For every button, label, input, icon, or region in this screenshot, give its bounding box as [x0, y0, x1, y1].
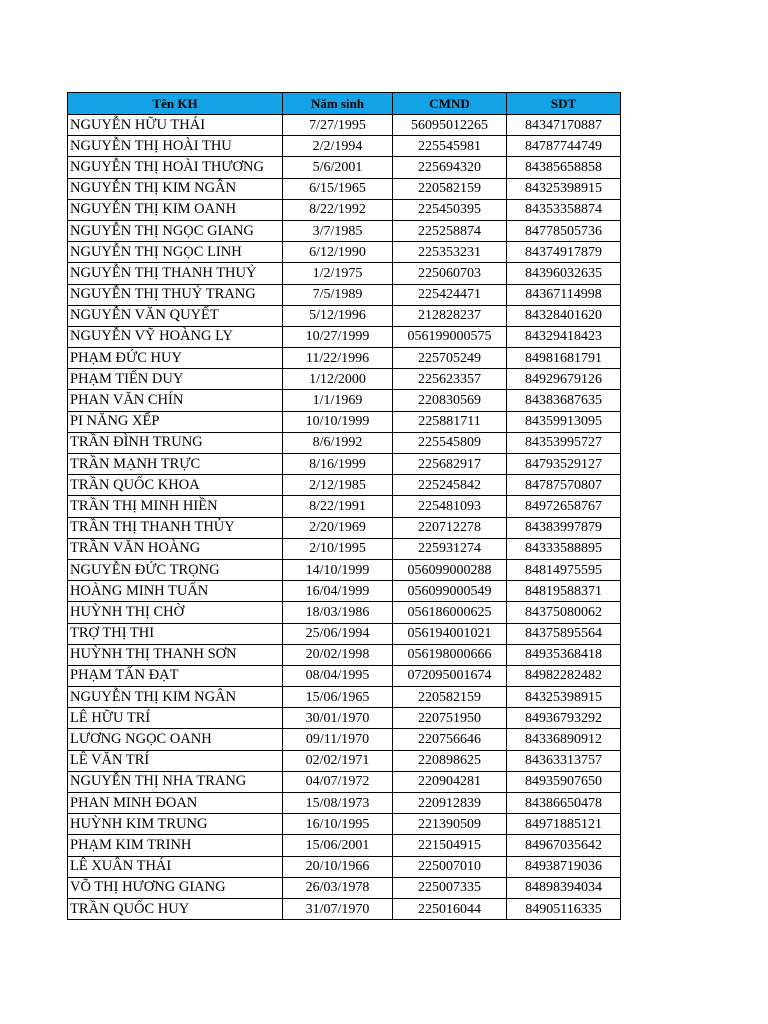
phone-cell: 84325398915: [507, 687, 621, 708]
birth-date-cell: 15/06/1965: [283, 687, 393, 708]
birth-date-cell: 5/6/2001: [283, 157, 393, 178]
birth-date-cell: 8/16/1999: [283, 454, 393, 475]
phone-cell: 84819588371: [507, 581, 621, 602]
phone-cell: 84375895564: [507, 623, 621, 644]
customer-name-cell: TRỢ THỊ THI: [68, 623, 283, 644]
customer-name-cell: NGUYỄN THỊ NGỌC GIANG: [68, 220, 283, 241]
phone-cell: 84329418423: [507, 326, 621, 347]
phone-cell: 84367114998: [507, 284, 621, 305]
table-row: [68, 793, 621, 814]
id-number-cell: 225007335: [393, 877, 507, 898]
id-number-cell: 225481093: [393, 496, 507, 517]
customer-name-cell: HUỲNH THỊ THANH SƠN: [68, 644, 283, 665]
phone-cell: 84981681791: [507, 348, 621, 369]
phone-cell: 84905116335: [507, 898, 621, 919]
id-number-cell: 056099000549: [393, 581, 507, 602]
id-number-cell: 225931274: [393, 538, 507, 559]
customer-name-cell: TRẦN ĐÌNH TRUNG: [68, 432, 283, 453]
table-row: [68, 326, 621, 347]
customer-name-cell: TRẦN VĂN HOÀNG: [68, 538, 283, 559]
birth-date-cell: 10/10/1999: [283, 411, 393, 432]
phone-cell: 84325398915: [507, 178, 621, 199]
header-birth-date: Năm sinh: [283, 93, 393, 115]
phone-cell: 84374917879: [507, 242, 621, 263]
birth-date-cell: 11/22/1996: [283, 348, 393, 369]
id-number-cell: 225545809: [393, 432, 507, 453]
table-row: [68, 242, 621, 263]
birth-date-cell: 20/10/1966: [283, 856, 393, 877]
phone-cell: 84972658767: [507, 496, 621, 517]
customer-name-cell: LÊ HỮU TRÍ: [68, 708, 283, 729]
table-row: [68, 517, 621, 538]
id-number-cell: 221504915: [393, 835, 507, 856]
id-number-cell: 225016044: [393, 898, 507, 919]
table-row: [68, 178, 621, 199]
id-number-cell: 056099000288: [393, 559, 507, 580]
birth-date-cell: 2/20/1969: [283, 517, 393, 538]
table-row: [68, 496, 621, 517]
id-number-cell: 056194001021: [393, 623, 507, 644]
phone-cell: 84333588895: [507, 538, 621, 559]
customer-name-cell: LÊ XUÂN THÁI: [68, 856, 283, 877]
table-row: [68, 602, 621, 623]
birth-date-cell: 3/7/1985: [283, 220, 393, 241]
phone-cell: 84383687635: [507, 390, 621, 411]
id-number-cell: 220582159: [393, 687, 507, 708]
table-body: [68, 115, 621, 920]
birth-date-cell: 10/27/1999: [283, 326, 393, 347]
customer-name-cell: LƯƠNG NGỌC OANH: [68, 729, 283, 750]
phone-cell: 84347170887: [507, 115, 621, 136]
phone-cell: 84935907650: [507, 771, 621, 792]
customer-name-cell: NGUYỄN VĂN QUYẾT: [68, 305, 283, 326]
id-number-cell: 220582159: [393, 178, 507, 199]
phone-cell: 84938719036: [507, 856, 621, 877]
id-number-cell: 220830569: [393, 390, 507, 411]
phone-cell: 84898394034: [507, 877, 621, 898]
id-number-cell: 225682917: [393, 454, 507, 475]
table-row: [68, 348, 621, 369]
id-number-cell: 225623357: [393, 369, 507, 390]
phone-cell: 84386650478: [507, 793, 621, 814]
birth-date-cell: 2/12/1985: [283, 475, 393, 496]
table-row: [68, 644, 621, 665]
table-row: [68, 115, 621, 136]
table-row: [68, 581, 621, 602]
phone-cell: 84793529127: [507, 454, 621, 475]
customer-name-cell: NGUYỄN THỊ THUỶ TRANG: [68, 284, 283, 305]
id-number-cell: 225545981: [393, 136, 507, 157]
id-number-cell: 225007010: [393, 856, 507, 877]
customer-name-cell: HUỲNH KIM TRUNG: [68, 814, 283, 835]
birth-date-cell: 2/2/1994: [283, 136, 393, 157]
table-row: [68, 263, 621, 284]
phone-cell: 84353358874: [507, 199, 621, 220]
customer-name-cell: TRẦN THỊ MINH HIỀN: [68, 496, 283, 517]
phone-cell: 84375080062: [507, 602, 621, 623]
customer-name-cell: PHAN VĂN CHÍN: [68, 390, 283, 411]
id-number-cell: 072095001674: [393, 665, 507, 686]
id-number-cell: 220904281: [393, 771, 507, 792]
table-row: [68, 538, 621, 559]
table-row: [68, 687, 621, 708]
phone-cell: 84971885121: [507, 814, 621, 835]
customer-name-cell: PHẠM KIM TRINH: [68, 835, 283, 856]
table-row: [68, 369, 621, 390]
birth-date-cell: 1/12/2000: [283, 369, 393, 390]
customer-name-cell: NGUYỄN THỊ HOÀI THƯƠNG: [68, 157, 283, 178]
birth-date-cell: 8/22/1991: [283, 496, 393, 517]
id-number-cell: 220912839: [393, 793, 507, 814]
birth-date-cell: 15/08/1973: [283, 793, 393, 814]
table-row: [68, 729, 621, 750]
birth-date-cell: 14/10/1999: [283, 559, 393, 580]
table-header: [68, 93, 621, 115]
id-number-cell: 56095012265: [393, 115, 507, 136]
customer-name-cell: HOÀNG MINH TUẤN: [68, 581, 283, 602]
birth-date-cell: 20/02/1998: [283, 644, 393, 665]
customer-name-cell: NGUYỄN THỊ NHA TRANG: [68, 771, 283, 792]
id-number-cell: 220712278: [393, 517, 507, 538]
customer-name-cell: VÕ THỊ HƯƠNG GIANG: [68, 877, 283, 898]
id-number-cell: 225450395: [393, 199, 507, 220]
customer-name-cell: TRẦN QUỐC KHOA: [68, 475, 283, 496]
birth-date-cell: 6/12/1990: [283, 242, 393, 263]
phone-cell: 84336890912: [507, 729, 621, 750]
table-row: [68, 454, 621, 475]
phone-cell: 84787570807: [507, 475, 621, 496]
birth-date-cell: 25/06/1994: [283, 623, 393, 644]
table-row: [68, 856, 621, 877]
birth-date-cell: 6/15/1965: [283, 178, 393, 199]
id-number-cell: 056199000575: [393, 326, 507, 347]
id-number-cell: 225881711: [393, 411, 507, 432]
header-phone: SDT: [507, 93, 621, 115]
customer-name-cell: NGUYỄN THỊ HOÀI THU: [68, 136, 283, 157]
id-number-cell: 225705249: [393, 348, 507, 369]
customer-name-cell: NGUYỄN ĐỨC TRỌNG: [68, 559, 283, 580]
birth-date-cell: 1/2/1975: [283, 263, 393, 284]
table-row: [68, 814, 621, 835]
id-number-cell: 225060703: [393, 263, 507, 284]
customer-name-cell: LÊ VĂN TRÍ: [68, 750, 283, 771]
id-number-cell: 225258874: [393, 220, 507, 241]
table-row: [68, 199, 621, 220]
customer-table: [67, 92, 621, 920]
birth-date-cell: 04/07/1972: [283, 771, 393, 792]
customer-name-cell: NGUYỄN THỊ KIM OANH: [68, 199, 283, 220]
birth-date-cell: 2/10/1995: [283, 538, 393, 559]
phone-cell: 84385658858: [507, 157, 621, 178]
phone-cell: 84787744749: [507, 136, 621, 157]
customer-name-cell: HUỲNH THỊ CHỜ: [68, 602, 283, 623]
table-row: [68, 157, 621, 178]
id-number-cell: 221390509: [393, 814, 507, 835]
customer-name-cell: TRẦN THỊ THANH THỦY: [68, 517, 283, 538]
table-row: [68, 898, 621, 919]
phone-cell: 84935368418: [507, 644, 621, 665]
id-number-cell: 225353231: [393, 242, 507, 263]
customer-name-cell: NGUYỄN THỊ KIM NGÂN: [68, 687, 283, 708]
customer-name-cell: PI NĂNG XẾP: [68, 411, 283, 432]
table-row: [68, 623, 621, 644]
phone-cell: 84778505736: [507, 220, 621, 241]
phone-cell: 84982282482: [507, 665, 621, 686]
table-row: [68, 390, 621, 411]
birth-date-cell: 08/04/1995: [283, 665, 393, 686]
birth-date-cell: 7/5/1989: [283, 284, 393, 305]
birth-date-cell: 26/03/1978: [283, 877, 393, 898]
birth-date-cell: 8/6/1992: [283, 432, 393, 453]
birth-date-cell: 31/07/1970: [283, 898, 393, 919]
birth-date-cell: 09/11/1970: [283, 729, 393, 750]
table-row: [68, 136, 621, 157]
customer-name-cell: PHẠM ĐỨC HUY: [68, 348, 283, 369]
customer-name-cell: PHẠM TIẾN DUY: [68, 369, 283, 390]
customer-name-cell: TRẦN QUỐC HUY: [68, 898, 283, 919]
phone-cell: 84363313757: [507, 750, 621, 771]
phone-cell: 84383997879: [507, 517, 621, 538]
customer-name-cell: TRẦN MẠNH TRỰC: [68, 454, 283, 475]
table-row: [68, 771, 621, 792]
customer-name-cell: NGUYỄN THỊ KIM NGÂN: [68, 178, 283, 199]
customer-name-cell: NGUYỄN THỊ THANH THUỶ: [68, 263, 283, 284]
birth-date-cell: 30/01/1970: [283, 708, 393, 729]
customer-name-cell: NGUYỄN HỮU THÁI: [68, 115, 283, 136]
id-number-cell: 220898625: [393, 750, 507, 771]
phone-cell: 84396032635: [507, 263, 621, 284]
birth-date-cell: 16/10/1995: [283, 814, 393, 835]
phone-cell: 84814975595: [507, 559, 621, 580]
table-row: [68, 411, 621, 432]
birth-date-cell: 18/03/1986: [283, 602, 393, 623]
id-number-cell: 056198000666: [393, 644, 507, 665]
phone-cell: 84967035642: [507, 835, 621, 856]
phone-cell: 84328401620: [507, 305, 621, 326]
table-row: [68, 284, 621, 305]
id-number-cell: 225245842: [393, 475, 507, 496]
header-name: Tên KH: [68, 93, 283, 115]
table-row: [68, 475, 621, 496]
table-row: [68, 835, 621, 856]
customer-name-cell: NGUYỄN VỸ HOÀNG LY: [68, 326, 283, 347]
id-number-cell: 212828237: [393, 305, 507, 326]
table-row: [68, 559, 621, 580]
customer-name-cell: PHẠM TẤN ĐẠT: [68, 665, 283, 686]
birth-date-cell: 02/02/1971: [283, 750, 393, 771]
table-row: [68, 305, 621, 326]
id-number-cell: 225424471: [393, 284, 507, 305]
birth-date-cell: 1/1/1969: [283, 390, 393, 411]
id-number-cell: 056186000625: [393, 602, 507, 623]
table-row: [68, 708, 621, 729]
table-row: [68, 750, 621, 771]
birth-date-cell: 8/22/1992: [283, 199, 393, 220]
birth-date-cell: 5/12/1996: [283, 305, 393, 326]
birth-date-cell: 15/06/2001: [283, 835, 393, 856]
phone-cell: 84359913095: [507, 411, 621, 432]
id-number-cell: 225694320: [393, 157, 507, 178]
table-row: [68, 877, 621, 898]
customer-name-cell: NGUYỄN THỊ NGỌC LINH: [68, 242, 283, 263]
table-row: [68, 432, 621, 453]
birth-date-cell: 7/27/1995: [283, 115, 393, 136]
header-id-number: CMND: [393, 93, 507, 115]
table-row: [68, 220, 621, 241]
customer-name-cell: PHAN MINH ĐOAN: [68, 793, 283, 814]
birth-date-cell: 16/04/1999: [283, 581, 393, 602]
phone-cell: 84936793292: [507, 708, 621, 729]
phone-cell: 84353995727: [507, 432, 621, 453]
phone-cell: 84929679126: [507, 369, 621, 390]
id-number-cell: 220756646: [393, 729, 507, 750]
header-row: [68, 93, 621, 115]
table-row: [68, 665, 621, 686]
id-number-cell: 220751950: [393, 708, 507, 729]
